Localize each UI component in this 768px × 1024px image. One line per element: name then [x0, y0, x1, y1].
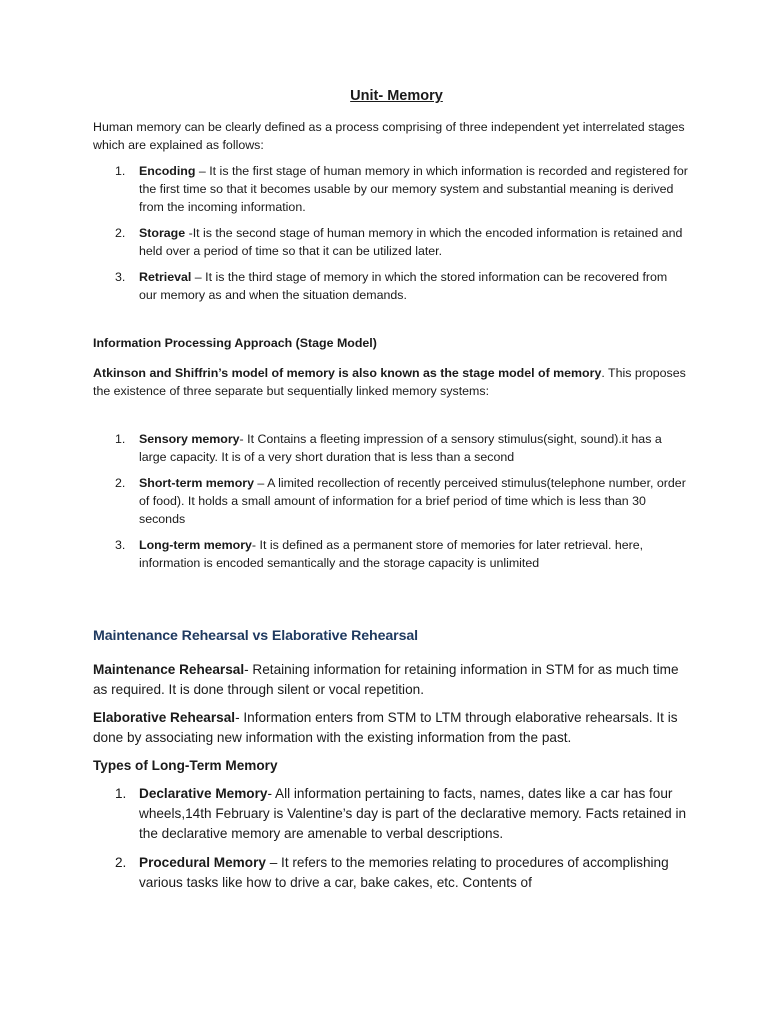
section-heading-ipa: Information Processing Approach (Stage Model) — [93, 336, 377, 350]
section-heading-rehearsal: Maintenance Rehearsal vs Elaborative Rehearsal — [93, 628, 419, 644]
term-declarative-memory: Declarative Memory — [139, 786, 268, 801]
term-storage: Storage — [139, 226, 186, 240]
list-item: 1. Sensory memory- It Contains a fleeting impression of a sensory stimulus(sight, sound).it has a large capacity. It is of a very short duration that is less than a second — [115, 432, 662, 464]
list-number: 3. — [115, 270, 126, 284]
list-number: 2. — [115, 226, 126, 240]
list-item: 2. Procedural Memory – It refers to the memories relating to procedures of accomplishing various tasks like how to drive a car, bake cakes, etc. Contents of — [115, 855, 669, 890]
list-number: 2. — [115, 855, 127, 870]
list-number: 2. — [115, 476, 126, 490]
term-sensory-memory: Sensory memory — [139, 432, 240, 446]
ltm-types-list — [93, 784, 688, 893]
definition-text: It is the first stage of human memory in which information is recorded and registered for the first time so that it becomes usable by our memory system and substantial meaning is derived from the incoming information. — [139, 164, 688, 214]
definition-text: It refers to the memories relating to procedures of accomplishing various tasks like how to drive a car, bake cakes, etc. Contents of — [139, 855, 669, 890]
memory-systems-list — [93, 430, 688, 572]
definition-text: It Contains a fleeting impression of a sensory stimulus(sight, sound).it has a large capacity. It is of a very short duration that is less than a second — [139, 432, 662, 464]
list-item: 1. Encoding – It is the first stage of human memory in which information is recorded and registered for the first time so that it becomes usable by our memory system and substantial meaning is derived from the incoming information. — [115, 164, 688, 214]
list-item: 3. Retrieval – It is the third stage of memory in which the stored information can be recovered from our memory as and when the situation demands. — [115, 270, 668, 302]
definition-text: It is defined as a permanent store of memories for later retrieval. here, information is encoded semantically and the storage capacity is unlimited — [139, 538, 644, 570]
stages-list — [93, 162, 688, 304]
page-title: Unit- Memory — [350, 88, 443, 104]
maintenance-paragraph: Maintenance Rehearsal- Retaining information for retaining information in STM for as much time as required. It is done through silent or vocal repetition. — [93, 662, 679, 697]
list-number: 1. — [115, 432, 126, 446]
list-number: 3. — [115, 538, 126, 552]
definition-text: It is the second stage of human memory in which the encoded information is retained and held over a period of time so that it can be utilized later. — [139, 226, 683, 258]
list-item: 1. Declarative Memory- All information pertaining to facts, names, dates like a car has four wheels,14th February is Valentine’s day is part of the declarative memory. Facts retained in the declarative memory are amenable to verbal descriptions. — [115, 786, 687, 841]
atkinson-paragraph: Atkinson and Shiffrin’s model of memory is also known as the stage model of memory. This proposes the existence of three separate but sequentially linked memory systems: — [93, 366, 686, 398]
intro-paragraph: Human memory can be clearly defined as a process comprising of three independent yet interrelated stages which are explained as follows: — [93, 120, 685, 152]
list-item: 2. Storage -It is the second stage of human memory in which the encoded information is retained and held over a period of time so that it can be utilized later. — [115, 226, 683, 258]
elaborative-paragraph: Elaborative Rehearsal- Information enters from STM to LTM through elaborative rehearsals. It is done by associating new information with the existing information from the past. — [93, 710, 678, 745]
list-number: 1. — [115, 164, 126, 178]
definition-text: All information pertaining to facts, names, dates like a car has four wheels,14th February is Valentine’s day is part of the declarative memory. Facts retained in the declarative memory are amenable to verbal descriptions. — [139, 786, 687, 841]
definition-text: A limited recollection of recently perceived stimulus(telephone number, order of food). It holds a small amount of information for a brief period of time which is less than 30 seconds — [139, 476, 686, 526]
list-item: 3. Long-term memory- It is defined as a permanent store of memories for later retrieval. here, information is encoded semantically and the storage capacity is unlimited — [115, 538, 644, 570]
term-procedural-memory: Procedural Memory — [139, 855, 266, 870]
term-long-term-memory: Long-term memory — [139, 538, 252, 552]
definition-text: It is the third stage of memory in which the stored information can be recovered from our memory as and when the situation demands. — [139, 270, 668, 302]
section-heading-ltm: Types of Long-Term Memory — [93, 758, 278, 773]
term-short-term-memory: Short-term memory — [139, 476, 254, 490]
list-number: 1. — [115, 786, 127, 801]
term-encoding: Encoding — [139, 164, 196, 178]
term-retrieval: Retrieval — [139, 270, 192, 284]
list-item: 2. Short-term memory – A limited recollection of recently perceived stimulus(telephone number, order of food). It holds a small amount of information for a brief period of time which is less than 30 seconds — [115, 476, 686, 526]
